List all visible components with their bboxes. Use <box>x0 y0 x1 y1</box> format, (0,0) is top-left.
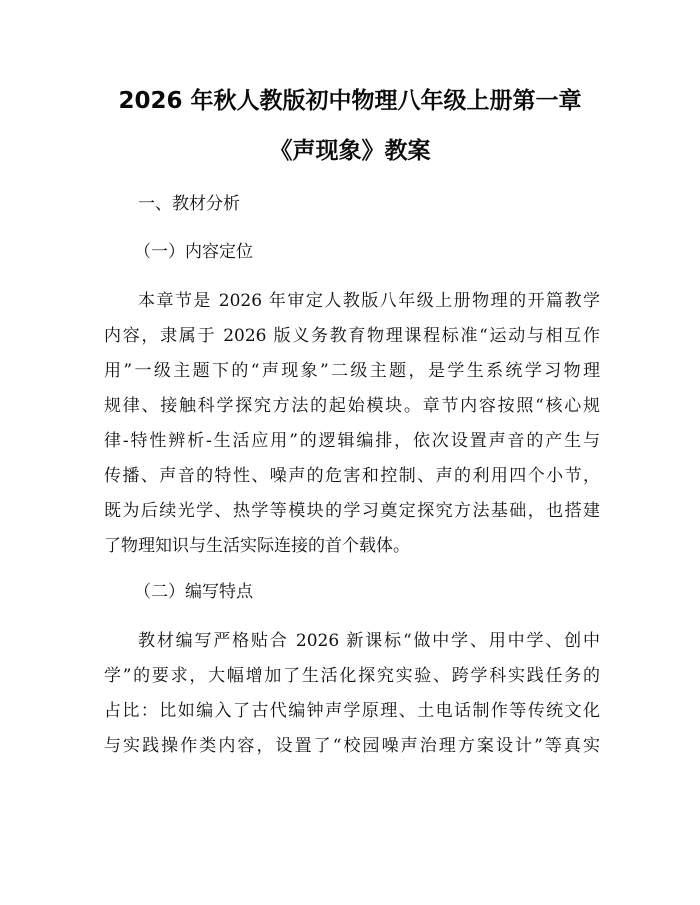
paragraph-line: 既为后续光学、热学等模块的学习奠定探究方法基础，也搭建 <box>104 501 600 521</box>
paragraph-line: 了物理知识与生活实际连接的首个载体。 <box>104 536 410 556</box>
paragraph-line: 内容，隶属于 2026 版义务教育物理课程标准“运动与相互作 <box>104 326 600 346</box>
paragraph-line: 用”一级主题下的“声现象”二级主题，是学生系统学习物理 <box>104 361 600 381</box>
section-heading-textbook-analysis: 一、教材分析 <box>138 194 240 214</box>
paragraph-line: 教材编写严格贴合 2026 新课标“做中学、用中学、创中 <box>138 631 600 651</box>
paragraph-line: 与实践操作类内容，设置了“校园噪声治理方案设计”等真实 <box>104 736 600 756</box>
paragraph-line: 占比：比如编入了古代编钟声学原理、土电话制作等传统文化 <box>104 701 600 721</box>
subsection-heading-writing-features: （二）编写特点 <box>134 582 253 602</box>
paragraph-line: 规律、接触科学探究方法的起始模块。章节内容按照“核心规 <box>104 396 600 416</box>
paragraph-line: 传播、声音的特性、噪声的危害和控制、声的利用四个小节， <box>104 466 600 486</box>
subsection-heading-content-positioning: （一）内容定位 <box>134 242 253 262</box>
paragraph-line: 律-特性辨析-生活应用”的逻辑编排，依次设置声音的产生与 <box>104 431 600 451</box>
document-title-line-2: 《声现象》教案 <box>269 138 431 164</box>
paragraph-line: 本章节是 2026 年审定人教版八年级上册物理的开篇教学 <box>138 291 600 311</box>
document-title-line-1: 2026 年秋人教版初中物理八年级上册第一章 <box>118 88 582 114</box>
paragraph-line: 学”的要求，大幅增加了生活化探究实验、跨学科实践任务的 <box>104 666 600 686</box>
paragraph-writing-features <box>104 624 600 764</box>
paragraph-content-positioning <box>104 284 600 564</box>
